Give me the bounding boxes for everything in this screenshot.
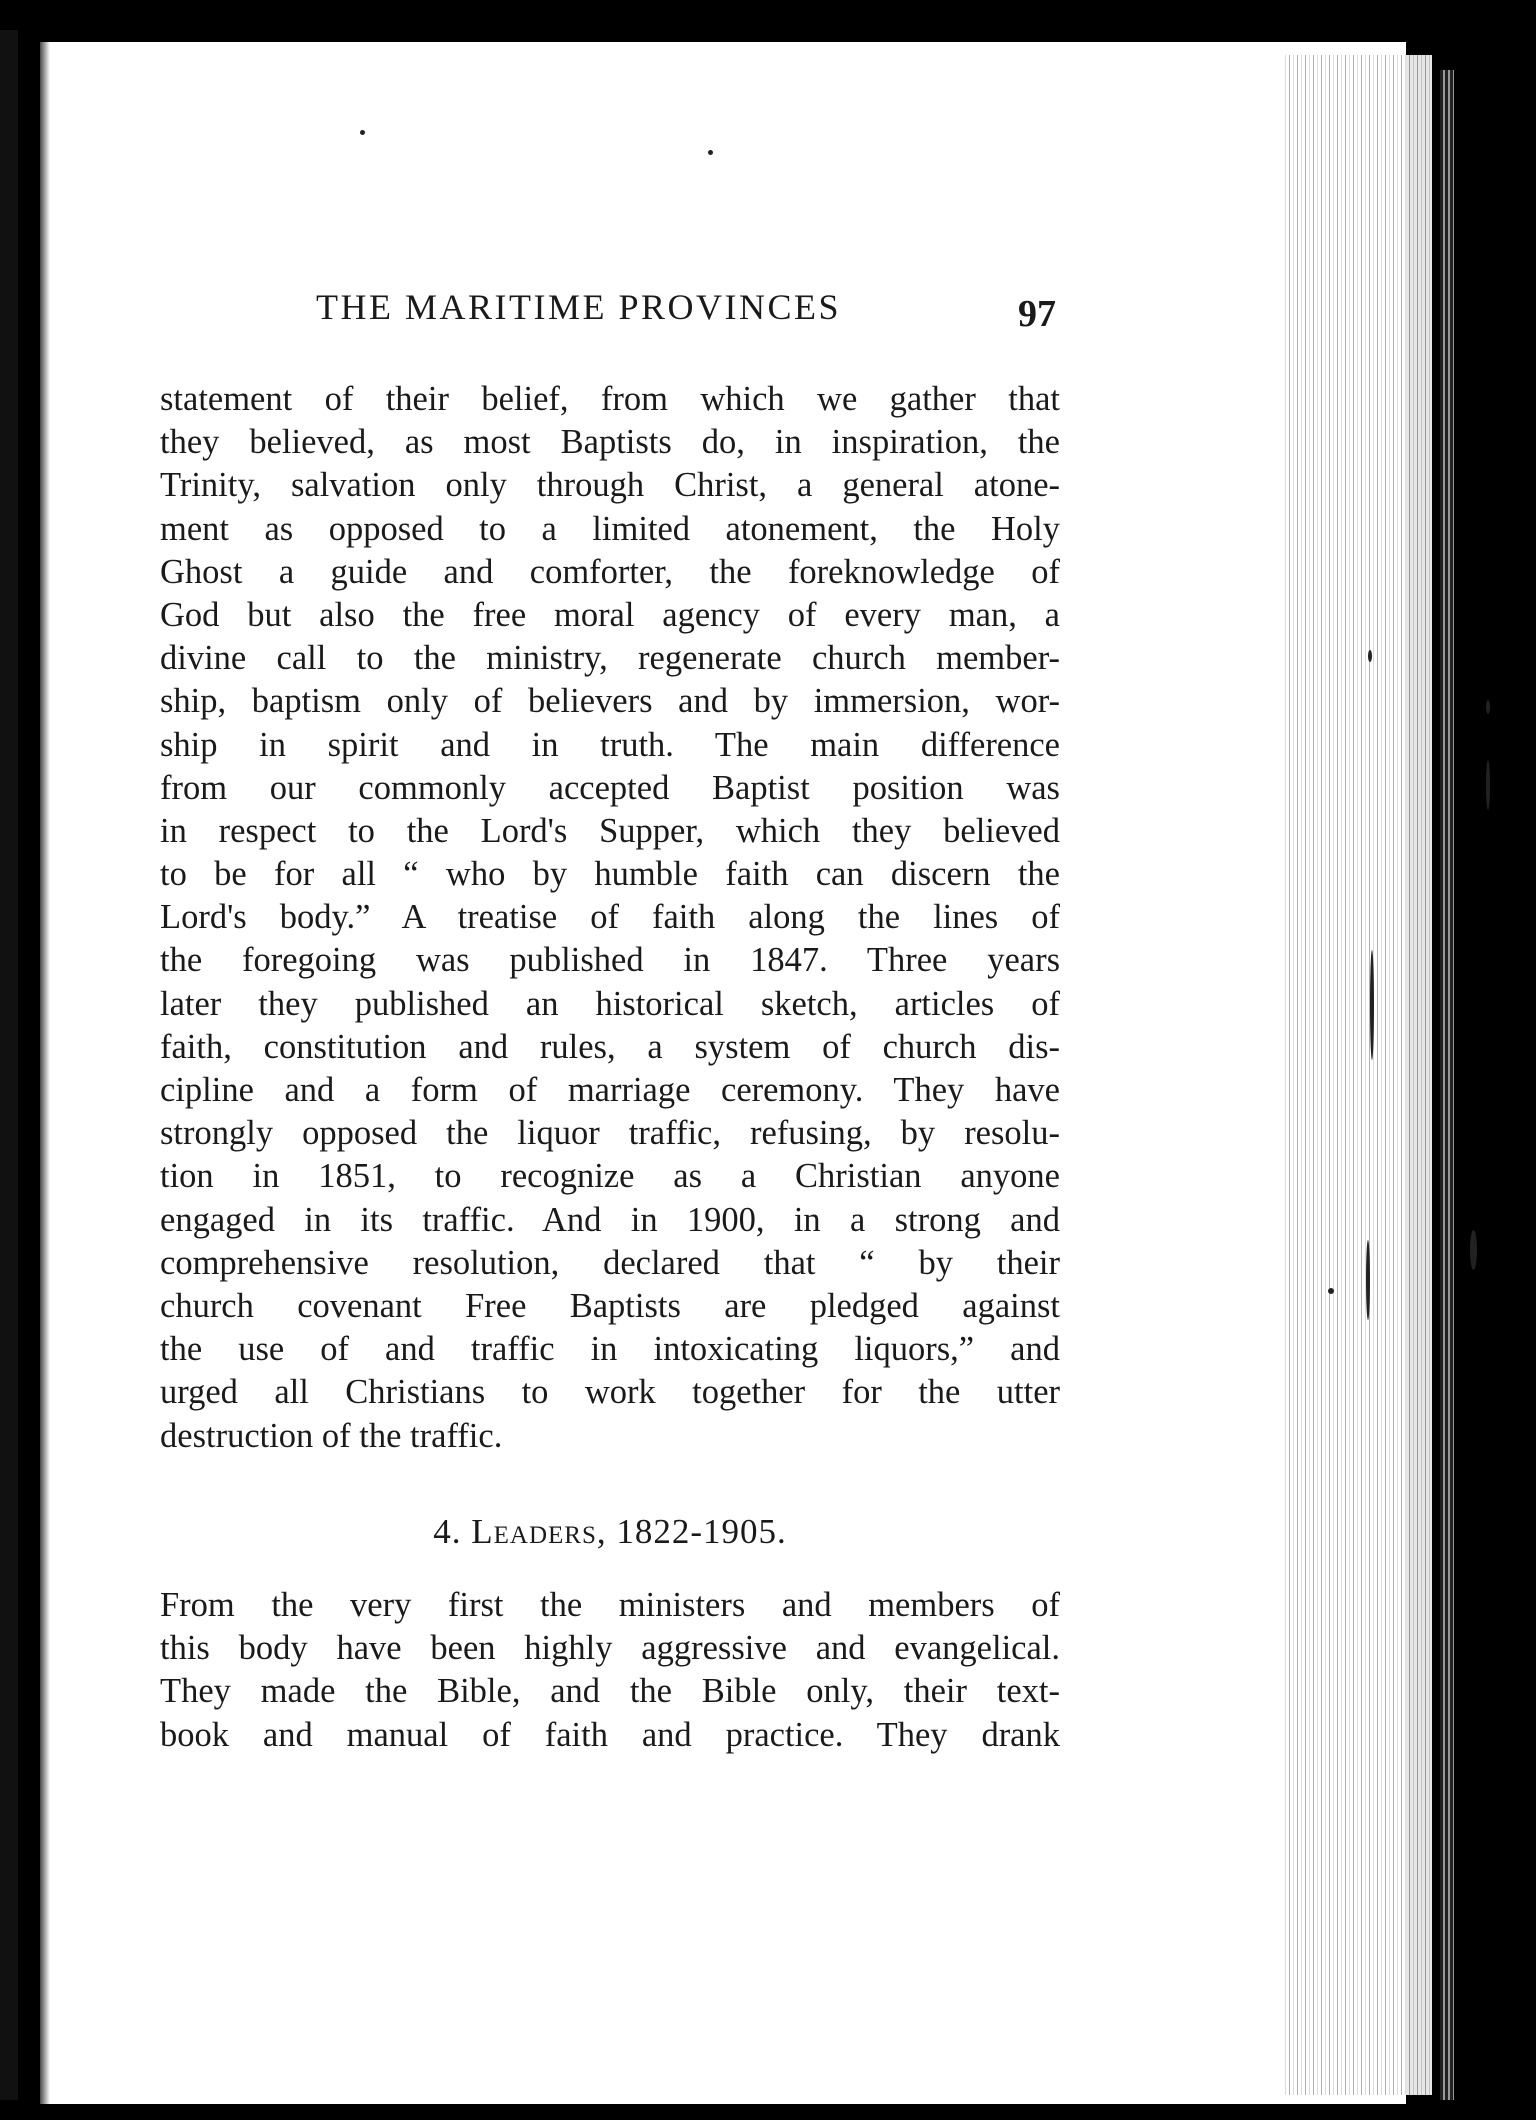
text-line: ship in spirit and in truth. The main difference bbox=[160, 725, 1060, 764]
ink-speck bbox=[1366, 1240, 1370, 1320]
book-spine-edge bbox=[0, 30, 18, 2100]
text-line: comprehensive resolution, declared that “ by their bbox=[160, 1243, 1060, 1282]
text-line: divine call to the ministry, regenerate church member- bbox=[160, 639, 1060, 678]
page-number: 97 bbox=[1018, 293, 1056, 335]
ink-speck bbox=[1486, 760, 1490, 810]
text-line: destruction of the traffic. bbox=[160, 1416, 503, 1455]
text-line: to be for all “ who by humble faith can discern the bbox=[160, 855, 1060, 894]
text-line: From the very first the ministers and members of bbox=[160, 1586, 1060, 1624]
ink-speck bbox=[708, 150, 713, 155]
scan-border-top bbox=[0, 0, 1536, 42]
text-line: church covenant Free Baptists are pledged against bbox=[160, 1286, 1060, 1325]
text-line: cipline and a form of marriage ceremony. They have bbox=[160, 1071, 1060, 1109]
ink-speck bbox=[1328, 1288, 1334, 1294]
text-line: They made the Bible, and the Bible only, their text- bbox=[160, 1672, 1060, 1711]
text-line: later they published an historical sketch, articles of bbox=[160, 984, 1060, 1023]
text-line: statement of their belief, from which we gather that bbox=[160, 380, 1060, 418]
text-line: ment as opposed to a limited atonement, the Holy bbox=[160, 509, 1060, 548]
paragraph-2 bbox=[160, 1584, 1060, 1757]
text-line: from our commonly accepted Baptist position was bbox=[160, 768, 1060, 807]
text-line: Trinity, salvation only through Christ, a general atone- bbox=[160, 466, 1060, 505]
text-line: in respect to the Lord's Supper, which they believed bbox=[160, 811, 1060, 850]
text-line: Ghost a guide and comforter, the foreknowledge of bbox=[160, 552, 1060, 591]
page-stack-edge bbox=[1282, 55, 1432, 2095]
ink-speck bbox=[1486, 700, 1490, 714]
text-line: God but also the free moral agency of every man, a bbox=[160, 595, 1060, 634]
text-line: urged all Christians to work together for the utter bbox=[160, 1373, 1060, 1412]
ink-speck bbox=[1368, 650, 1372, 662]
text-line: faith, constitution and rules, a system of church dis- bbox=[160, 1027, 1060, 1066]
text-line: engaged in its traffic. And in 1900, in a strong and bbox=[160, 1200, 1060, 1239]
text-line: Lord's body.” A treatise of faith along the lines of bbox=[160, 898, 1060, 937]
text-line: the foregoing was published in 1847. Three years bbox=[160, 941, 1060, 980]
text-line: the use of and traffic in intoxicating liquors,” and bbox=[160, 1330, 1060, 1369]
page-stack-shadow bbox=[1440, 70, 1454, 2100]
ink-speck bbox=[360, 130, 365, 135]
text-line: book and manual of faith and practice. They drank bbox=[160, 1715, 1060, 1754]
running-head: THE MARITIME PROVINCES bbox=[316, 287, 842, 327]
text-line: ship, baptism only of believers and by immersion, wor- bbox=[160, 682, 1060, 721]
text-line: they believed, as most Baptists do, in inspiration, the bbox=[160, 423, 1060, 462]
section-heading: 4. Leaders, 1822-1905. bbox=[433, 1512, 787, 1551]
text-line: this body have been highly aggressive and evangelical. bbox=[160, 1629, 1060, 1668]
gutter-shadow bbox=[40, 42, 50, 2104]
text-line: strongly opposed the liquor traffic, refusing, by resolu- bbox=[160, 1114, 1060, 1153]
text-line: tion in 1851, to recognize as a Christian anyone bbox=[160, 1157, 1060, 1196]
ink-speck bbox=[1370, 950, 1374, 1060]
paragraph-1 bbox=[160, 378, 1060, 1458]
ink-speck bbox=[1470, 1230, 1477, 1270]
